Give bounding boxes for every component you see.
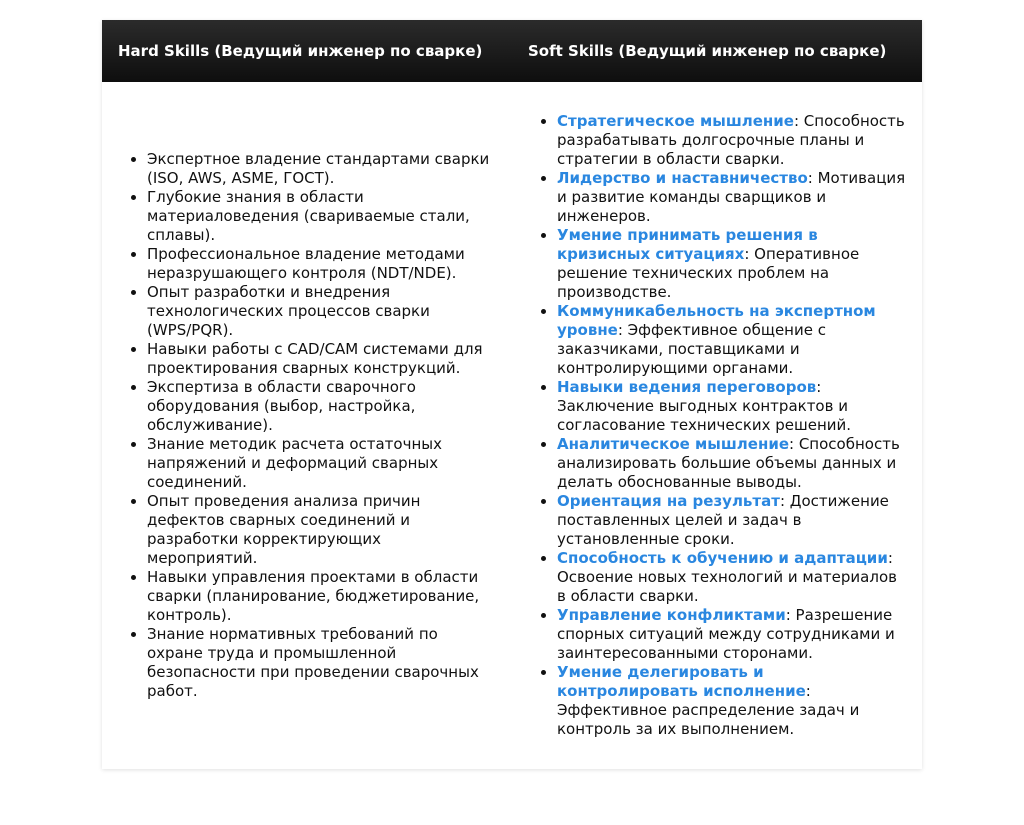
table-row	[102, 82, 922, 769]
soft-skill-item	[557, 549, 906, 606]
hard-skill-item: • Экспертиза в области сварочного оборудования (выбор, настройка, обслуживание).	[147, 378, 496, 435]
soft-skill-term: Стратегическое мышление	[557, 112, 794, 130]
soft-skill-term: Умение принимать решения в кризисных ситуациях	[557, 226, 818, 263]
soft-skills-list	[528, 112, 906, 739]
hard-skill-item: • Навыки работы с CAD/CAM системами для проектирования сварных конструкций.	[147, 340, 496, 378]
soft-skill-description: : Эффективное общение с заказчиками, поставщиками и контролирующими органами.	[557, 321, 826, 377]
hard-skill-item: • Глубокие знания в области материаловедения (свариваемые стали, сплавы).	[147, 188, 496, 245]
table-header-row	[102, 20, 922, 82]
hard-skill-item: • Опыт проведения анализа причин дефектов сварных соединений и разработки корректирующих мероприятий.	[147, 492, 496, 568]
soft-skill-description: : Заключение выгодных контрактов и согласование технических решений.	[557, 378, 852, 434]
hard-skill-item: • Навыки управления проектами в области сварки (планирование, бюджетирование, контроль).	[147, 568, 496, 625]
soft-skill-item	[557, 226, 906, 302]
soft-skill-term: Аналитическое мышление	[557, 435, 790, 453]
soft-skill-item	[557, 492, 906, 549]
soft-skill-term: Лидерство и наставничество	[557, 169, 808, 187]
hard-skills-cell	[102, 82, 512, 769]
soft-skill-description: : Достижение поставленных целей и задач в установленные сроки.	[557, 492, 889, 548]
soft-skill-description: : Способность разрабатывать долгосрочные планы и стратегии в области сварки.	[557, 112, 905, 168]
soft-skills-cell	[512, 82, 922, 769]
soft-skill-description: : Способность анализировать большие объемы данных и делать обоснованные выводы.	[557, 435, 900, 491]
hard-skill-item: • Экспертное владение стандартами сварки (ISO, AWS, ASME, ГОСТ).	[147, 150, 496, 188]
soft-skill-term: Управление конфликтами	[557, 606, 786, 624]
hard-skill-item: • Знание методик расчета остаточных напряжений и деформаций сварных соединений.	[147, 435, 496, 492]
soft-skill-description: : Эффективное распределение задач и контроль за их выполнением.	[557, 682, 860, 738]
soft-skill-item	[557, 302, 906, 378]
soft-skill-term: Умение делегировать и контролировать исполнение	[557, 663, 806, 700]
skills-table	[102, 20, 922, 769]
soft-skill-term: Коммуникабельность на экспертном уровне	[557, 302, 876, 339]
hard-skill-item: • Профессиональное владение методами неразрушающего контроля (NDT/NDE).	[147, 245, 496, 283]
soft-skill-term: Способность к обучению и адаптации	[557, 549, 888, 567]
soft-skill-item	[557, 435, 906, 492]
soft-skill-description: : Разрешение спорных ситуаций между сотрудниками и заинтересованными сторонами.	[557, 606, 895, 662]
soft-skill-description: : Освоение новых технологий и материалов в области сварки.	[557, 549, 897, 605]
soft-skill-item	[557, 606, 906, 663]
soft-skill-description: : Мотивация и развитие команды сварщиков и инженеров.	[557, 169, 906, 225]
soft-skill-item	[557, 663, 906, 739]
soft-skill-item	[557, 169, 906, 226]
hard-skills-header: Hard Skills (Ведущий инженер по сварке)	[102, 20, 512, 82]
soft-skill-description: : Оперативное решение технических проблем на производстве.	[557, 245, 860, 301]
soft-skills-header: Soft Skills (Ведущий инженер по сварке)	[512, 20, 922, 82]
soft-skill-term: Ориентация на результат	[557, 492, 780, 510]
soft-skill-item	[557, 378, 906, 435]
hard-skill-item: • Знание нормативных требований по охране труда и промышленной безопасности при проведении сварочных работ.	[147, 625, 496, 701]
hard-skill-item: • Опыт разработки и внедрения технологических процессов сварки (WPS/PQR).	[147, 283, 496, 340]
skills-table-container	[102, 20, 922, 769]
hard-skills-list	[118, 150, 496, 701]
soft-skill-item	[557, 112, 906, 169]
soft-skill-term: Навыки ведения переговоров	[557, 378, 817, 396]
